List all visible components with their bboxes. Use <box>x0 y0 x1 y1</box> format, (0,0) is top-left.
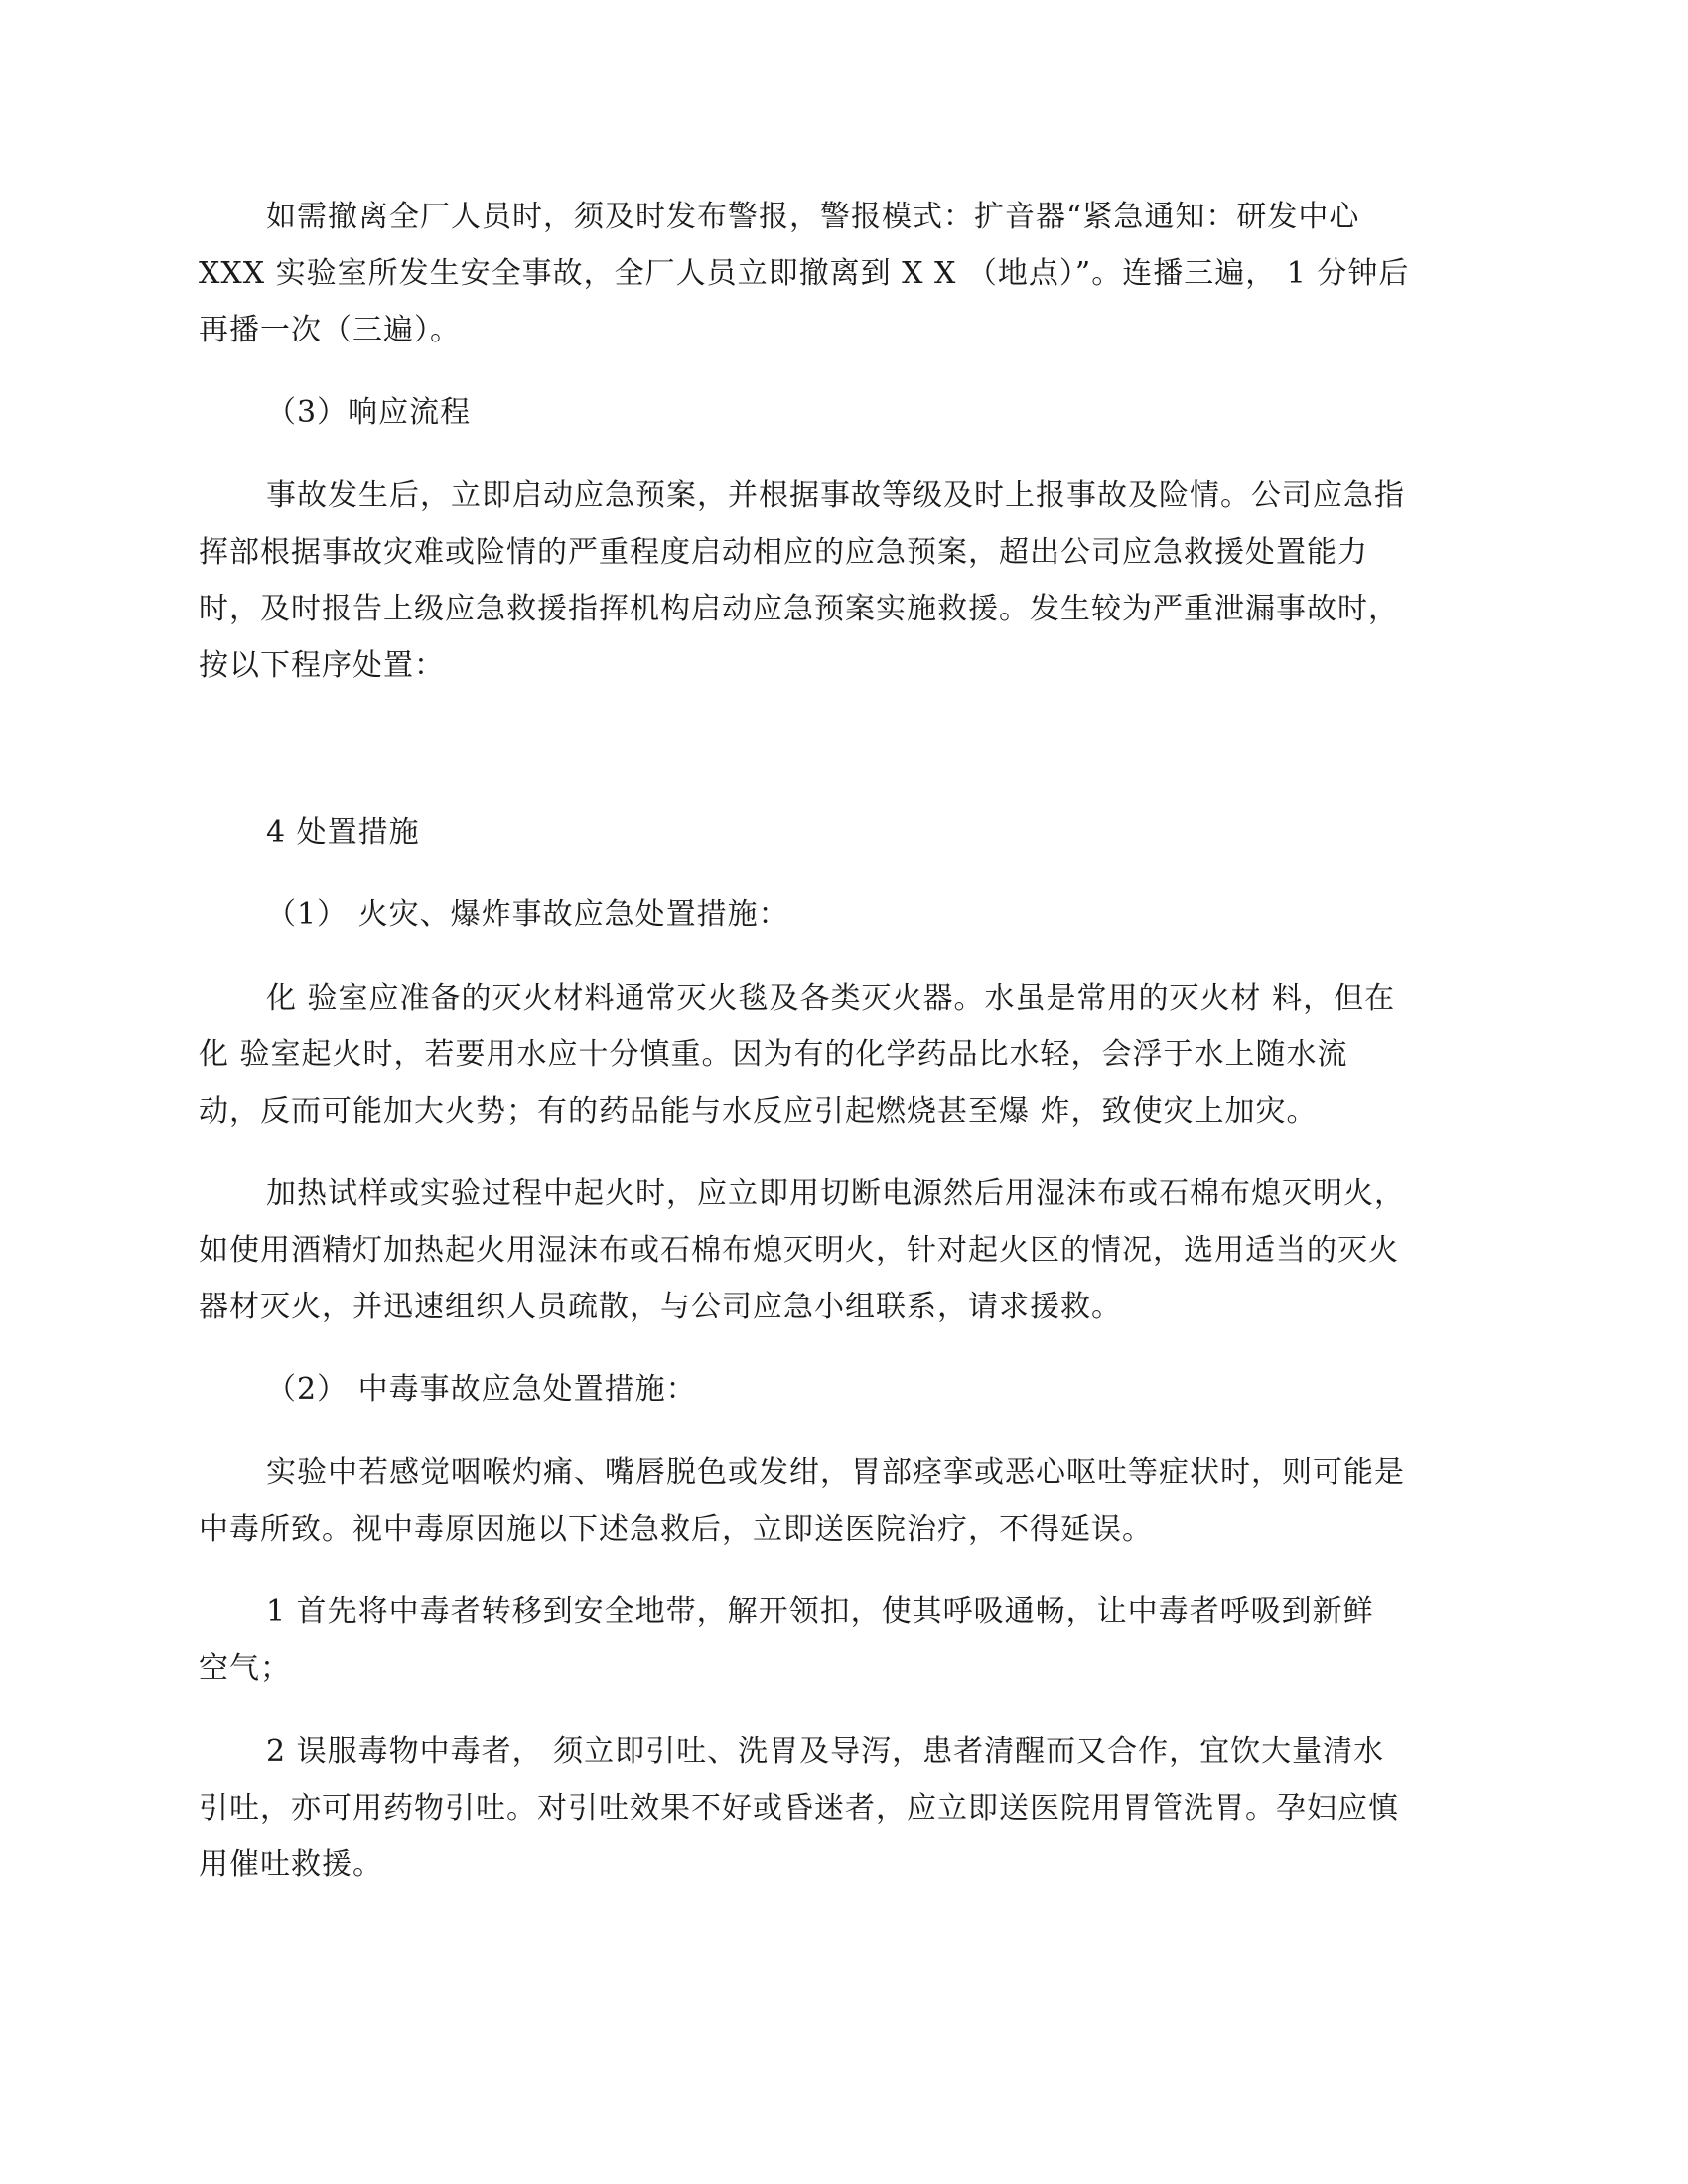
fire-heating-line-3: 器材灭火，并迅速组织人员疏散，与公司应急小组联系，请求援救。 <box>199 1290 1122 1324</box>
evacuation-line-1: 如需撤离全厂人员时，须及时发布警报，警报模式：扩音器“紧急通知：研发中心 <box>266 200 1360 234</box>
response-flow-line-3: 时，及时报告上级应急救援指挥机构启动应急预案实施救援。发生较为严重泄漏事故时， <box>199 592 1399 626</box>
poison-symptoms-line-1: 实验中若感觉咽喉灼痛、嘴唇脱色或发绀，胃部痉挛或恶心呕吐等症状时，则可能是 <box>266 1455 1405 1490</box>
heading-measures: 4 处置措施 <box>266 815 420 850</box>
evacuation-line-2: XXX 实验室所发生安全事故，全厂人员立即撤离到 X X （地点）”。连播三遍， 1 分钟后 <box>199 256 1410 291</box>
response-flow-line-2: 挥部根据事故灾难或险情的严重程度启动相应的应急预案，超出公司应急救援处置能力 <box>199 535 1368 570</box>
fire-heating-line-2: 如使用酒精灯加热起火用湿沫布或石棉布熄灭明火，针对起火区的情况，选用适当的灭火 <box>199 1233 1399 1268</box>
poison-step-2-line-2: 引吐，亦可用药物引吐。对引吐效果不好或昏迷者，应立即送医院用胃管洗胃。孕妇应慎 <box>199 1791 1399 1826</box>
heading-fire: （1） 火灾、爆炸事故应急处置措施： <box>266 897 789 932</box>
poison-step-1-line-1: 1 首先将中毒者转移到安全地带，解开领扣，使其呼吸通畅，让中毒者呼吸到新鲜 <box>266 1594 1374 1629</box>
heading-poison: （2） 中毒事故应急处置措施： <box>266 1372 697 1407</box>
fire-heating-line-1: 加热试样或实验过程中起火时，应立即用切断电源然后用湿沫布或石棉布熄灭明火， <box>266 1176 1405 1211</box>
poison-symptoms-line-2: 中毒所致。视中毒原因施以下述急救后，立即送医院治疗，不得延误。 <box>199 1512 1153 1547</box>
heading-response-flow: （3）响应流程 <box>266 395 472 430</box>
poison-step-1-line-2: 空气； <box>199 1651 291 1686</box>
fire-materials-line-2: 化 验室起火时，若要用水应十分慎重。因为有的化学药品比水轻，会浮于水上随水流 <box>199 1037 1348 1072</box>
response-flow-line-1: 事故发生后，立即启动应急预案，并根据事故等级及时上报事故及险情。公司应急指 <box>266 478 1405 513</box>
response-flow-line-4: 按以下程序处置： <box>199 648 445 683</box>
evacuation-line-3: 再播一次（三遍）。 <box>199 313 461 347</box>
poison-step-2-line-1: 2 误服毒物中毒者， 须立即引吐、洗胃及导泻，患者清醒而又合作，宜饮大量清水 <box>266 1734 1385 1769</box>
fire-materials-line-3: 动，反而可能加大火势；有的药品能与水反应引起燃烧甚至爆 炸，致使灾上加灾。 <box>199 1094 1318 1129</box>
fire-materials-line-1: 化 验室应准备的灭火材料通常灭火毯及各类灭火器。水虽是常用的灭火材 料，但在 <box>266 981 1396 1016</box>
poison-step-2-line-3: 用催吐救援。 <box>199 1847 383 1882</box>
